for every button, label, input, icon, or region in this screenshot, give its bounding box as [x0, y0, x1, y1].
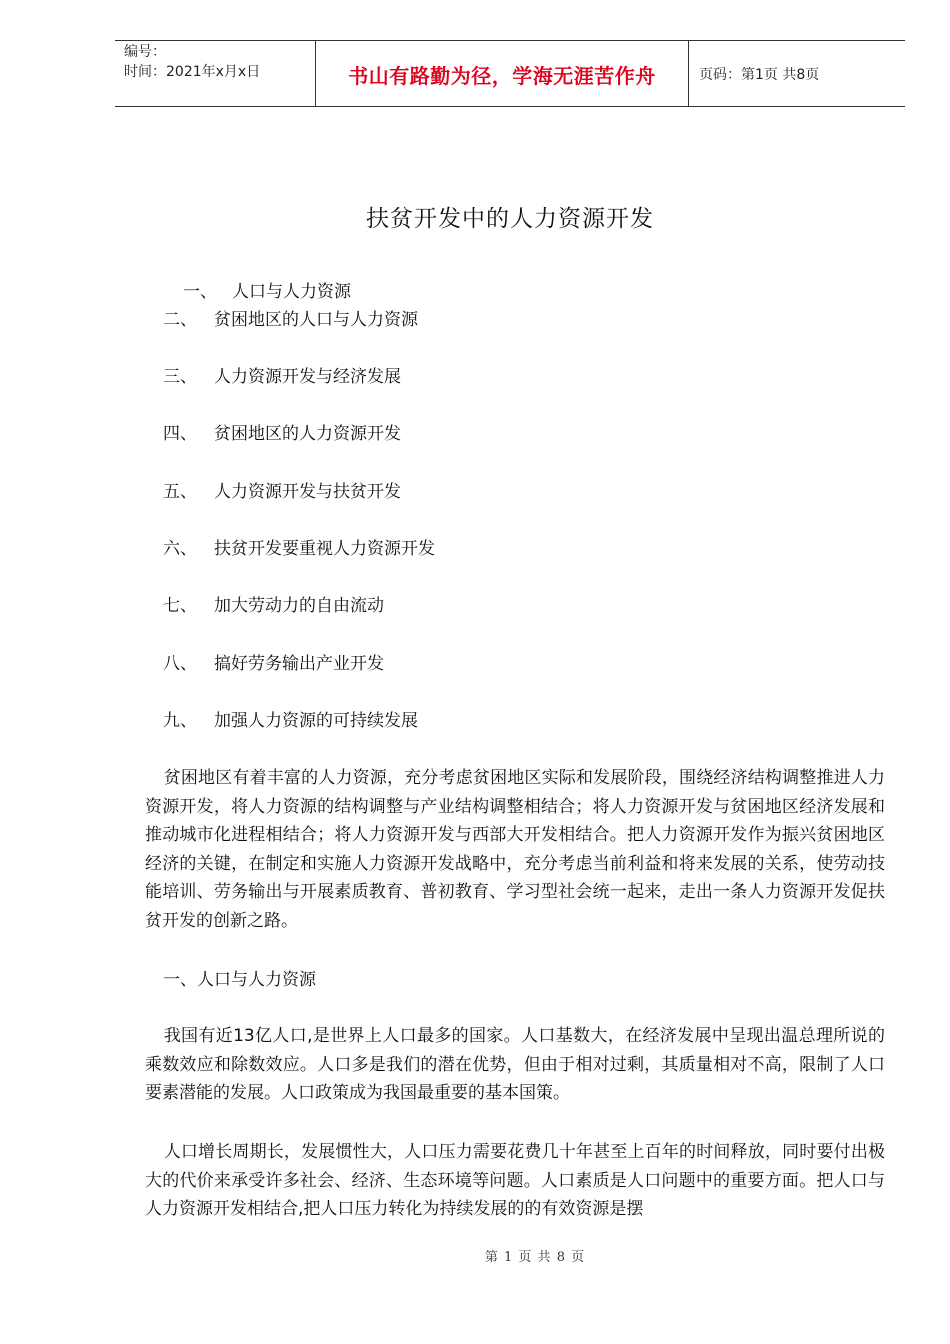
header-motto: 书山有路勤为径，学海无涯苦作舟	[348, 63, 656, 88]
toc-item	[163, 480, 401, 504]
toc-text: 人口与人力资源	[232, 282, 351, 302]
toc-item	[163, 709, 418, 733]
toc-item	[163, 422, 401, 446]
page-footer: 第 1 页 共 8 页	[484, 1250, 586, 1265]
header-page-info: 页码：第1页 共8页	[699, 67, 820, 83]
number-label: 编号：	[124, 44, 166, 60]
toc-number: 二、	[163, 310, 197, 330]
toc-number: 四、	[163, 424, 197, 444]
document-header	[115, 40, 905, 107]
toc-text: 贫困地区的人口与人力资源	[214, 310, 418, 330]
toc-item	[163, 537, 435, 561]
toc-text: 加大劳动力的自由流动	[214, 596, 384, 616]
toc-item	[163, 365, 401, 389]
toc-text: 加强人力资源的可持续发展	[214, 711, 418, 731]
toc-item	[163, 652, 384, 676]
section-heading: 一、人口与人力资源	[163, 970, 316, 990]
toc-number: 三、	[163, 367, 197, 387]
time-label: 时间：2021年x月x日	[124, 64, 261, 80]
toc-text: 扶贫开发要重视人力资源开发	[214, 539, 435, 559]
toc-number: 六、	[163, 539, 197, 559]
toc-number: 八、	[163, 654, 197, 674]
toc-text: 人力资源开发与扶贫开发	[214, 482, 401, 502]
toc-item	[183, 280, 351, 304]
toc-number: 一、	[183, 282, 217, 302]
document-title: 扶贫开发中的人力资源开发	[366, 206, 654, 232]
toc-number: 五、	[163, 482, 197, 502]
toc-text: 搞好劳务输出产业开发	[214, 654, 384, 674]
toc-number: 七、	[163, 596, 197, 616]
header-divider	[688, 41, 689, 106]
toc-item	[163, 308, 418, 332]
toc-text: 人力资源开发与经济发展	[214, 367, 401, 387]
toc-number: 九、	[163, 711, 197, 731]
intro-paragraph: 贫困地区有着丰富的人力资源，充分考虑贫困地区实际和发展阶段，围绕经济结构调整推进人力资源开发，将人力资源的结构调整与产业结构调整相结合；将人力资源开发与贫困地区经济发展和推动城市化进程相结合；将人力资源开发与西部大开发相结合。把人力资源开发作为振兴贫困地区经济的关键，在制定和实施人力资源开发战略中，充分考虑当前利益和将来发展的关系，使劳动技能培训、劳务输出与开展素质教育、普初教育、学习型社会统一起来，走出一条人力资源开发促扶贫开发的创新之路。	[145, 768, 885, 931]
toc-text: 贫困地区的人力资源开发	[214, 424, 401, 444]
body-paragraph: 人口增长周期长，发展惯性大，人口压力需要花费几十年甚至上百年的时间释放，同时要付出极大的代价来承受许多社会、经济、生态环境等问题。人口素质是人口问题中的重要方面。把人口与人力资源开发相结合,把人口压力转化为持续发展的的有效资源是摆	[145, 1142, 885, 1220]
body-paragraph: 我国有近13亿人口,是世界上人口最多的国家。人口基数大，在经济发展中呈现出温总理所说的乘数效应和除数效应。人口多是我们的潜在优势，但由于相对过剩，其质量相对不高，限制了人口要素潜能的发展。人口政策成为我国最重要的基本国策。	[145, 1026, 885, 1104]
header-meta	[124, 42, 314, 82]
toc-item	[163, 594, 384, 618]
